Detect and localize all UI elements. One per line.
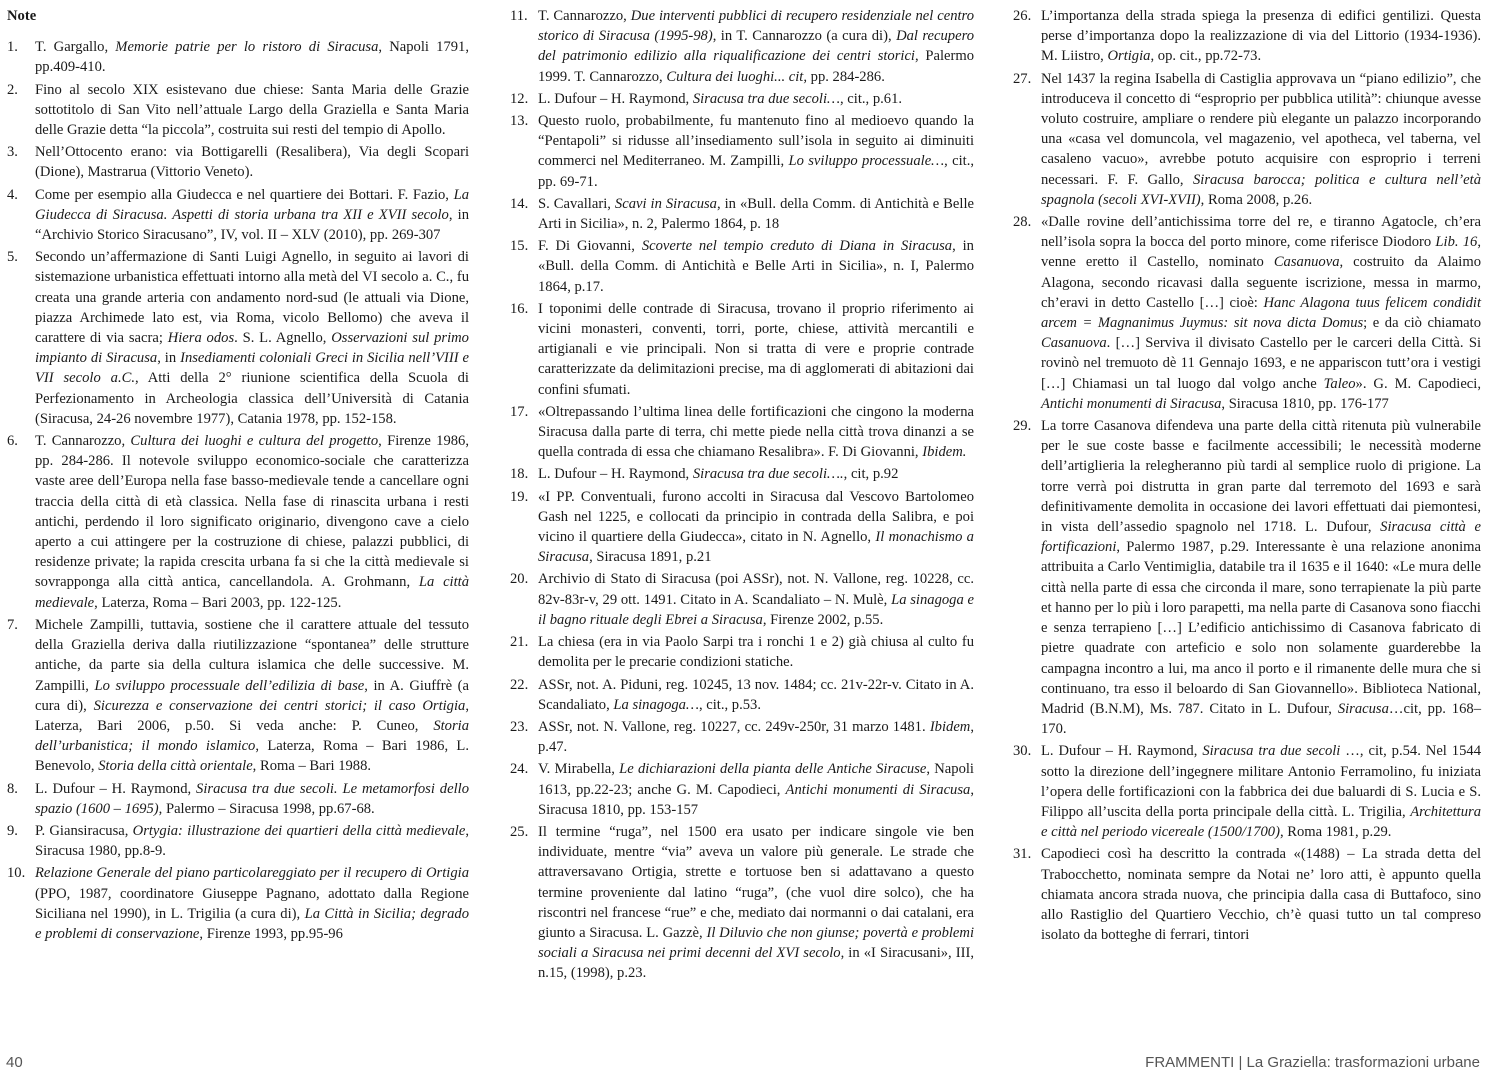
footnote-text: , in A. Giuffrè (a cura di), [35, 677, 469, 714]
footnote-text: , Atti della 2° riunione scientifica della Scuola di Perfezionamento in Archeologia classica dell’Università di Catania (Siracusa, 24-26 novembre 1977), Catania 1978, pp. 152-158. [35, 370, 469, 427]
footnote-number: 9. [7, 822, 18, 839]
footnote-text: . S. L. Agnello, [234, 330, 332, 347]
footnote-1 [7, 37, 469, 77]
footnote-title: Insediamenti coloniali Greci in Sicilia nell’VIII e VII secolo a.C. [35, 350, 470, 387]
footnote-text: , in T. Cannarozzo (a cura di), [712, 28, 897, 45]
footnote-text: La chiesa (era in via Paolo Sarpi tra i ronchi 1 e 2) già chiusa al culto fu demolita per le precarie condizioni statiche. [538, 634, 974, 671]
footnote-text: (PPO, 1987, coordinatore Giuseppe Pagnano, adottato dalla Regione Siciliana nel 1990), in L. Trigilia (a cura di), [35, 885, 469, 922]
footnote-title: Storia della città orientale [98, 758, 253, 775]
footnote-number: 3. [7, 144, 18, 161]
footnote-title: Ortigia [1107, 48, 1151, 65]
footnote-text: «Oltrepassando l’ultima linea delle fortificazioni che cingono la moderna Siracusa dalla parte di terra, chi mette piede nella città trova dinanzi a se quella contrada di essa che chiamano Resalibra». F. Di Giovanni, [538, 403, 974, 461]
footnote-title: Le dichiarazioni della pianta delle Antiche Siracuse [619, 761, 927, 778]
footnote-26 [1013, 6, 1481, 67]
footnote-text: , costruito da Alaimo Alagona, secondo ricavasi dalla seguente iscrizione, messa in marmo, ch’eravi in detto Castello […] cioè: [1041, 254, 1481, 311]
footnote-text: F. Di Giovanni, [538, 238, 642, 255]
footnote-text: , Roma – Bari 1988. [252, 758, 372, 775]
footnote-text: L. Dufour – H. Raymond, [538, 90, 693, 107]
footnote-number: 6. [7, 433, 18, 450]
footnote-text: . […] Serviva il divisato Castello per le carceri della Città. Si rovinò nel tremuoto dè 11 Gennajo 1693, e ne appariscon tutt’ora i vestigi […] Chiamasi un tal luogo dal volgo anche [1041, 335, 1481, 392]
footnote-number: 18. [510, 466, 529, 483]
footnote-text: , cit., p.61. [840, 90, 903, 107]
footnote-title: La città medievale [35, 574, 470, 611]
footnote-text: L’importanza della strada spiega la presenza di edifici gentilizi. Questa perse d’importanza dopo la realizzazione di via del Littorio (1934-1936). M. Liistro, [1041, 8, 1481, 65]
footnote-number: 12. [510, 90, 529, 107]
footnote-8 [7, 779, 469, 819]
footnote-number: 16. [510, 300, 529, 317]
footnote-5 [7, 247, 469, 429]
footnote-number: 30. [1013, 743, 1032, 760]
footnote-number: 5. [7, 249, 18, 266]
footnote-text: Capodieci così ha descritto la contrada «(1488) – La strada detta del Trabocchetto, nominata sempre da Notai ne’ loro atti, è appunto quella chiamata ancora strada nuova, che principia dalla casa di Buttafoco, sino allo Rastiglio del Quartiero Vecchio, ch’è quasi tutto un tal compreso isolato da botteghe di ferrari, tintori [1041, 846, 1481, 944]
footnote-number: 10. [7, 865, 26, 882]
footnote-text: V. Mirabella, [538, 761, 620, 778]
footnote-number: 26. [1013, 8, 1032, 24]
footnote-number: 22. [510, 676, 529, 693]
footnote-title: Casanuova [1041, 335, 1107, 352]
footnote-6 [7, 431, 469, 613]
footnote-text: , in «Bull. della Comm. di Antichità e Belle Arti in Sicilia», n. I, Palermo 1864, p.17. [538, 238, 974, 295]
footnote-title: Scoverte nel tempio creduto di Diana in Siracusa [641, 238, 953, 255]
footnote-number: 4. [7, 186, 18, 203]
footnote-27 [1013, 69, 1481, 210]
footnote-number: 8. [7, 780, 18, 797]
footnote-text: , cit., p.53. [698, 696, 761, 713]
footnote-title: Siracusa città e fortificazioni [1041, 519, 1481, 556]
footnote-text: Secondo un’affermazione di Santi Luigi Agnello, in seguito ai lavori di sistemazione urbanistica effettuati intorno alla metà del VI secolo a. C., fu creata una grande arteria con andamento nord-sud (le attuali via Dione, piazza Archimede lato est, via Roma, vicolo Bellomo) che aveva il carattere di via sacra; [35, 249, 469, 347]
footnote-title: Ibidem. [922, 444, 967, 461]
footnote-number: 14. [510, 195, 529, 212]
footnote-text: ». G. M. Capodieci, [1355, 375, 1481, 392]
notes-column-1 [7, 6, 469, 944]
footnote-text: , Napoli 1791, pp.409-410. [35, 39, 469, 76]
footnote-13 [510, 111, 974, 192]
notes-column-3 [1013, 6, 1481, 945]
footnote-text: P. Giansiracusa, [35, 822, 133, 839]
notes-column-2 [510, 6, 974, 984]
footnote-17 [510, 402, 974, 463]
footnote-title: Taleo [1323, 375, 1356, 392]
footnote-text: , Siracusa 1891, p.21 [589, 549, 712, 566]
footnote-text: ASSr, not. N. Vallone, reg. 10227, cc. 249v-250r, 31 marzo 1481. [538, 718, 930, 735]
footnote-text: Archivio di Stato di Siracusa (poi ASSr), not. N. Vallone, reg. 10228, cc. 82v-83r-v, 29 ott. 1491. Citato in A. Scandaliato – N. Mulè, [538, 571, 974, 608]
footnote-text: , in “Archivio Storico Siracusano”, IV, vol. II – XLV (2010), pp. 269-307 [35, 206, 469, 244]
footnote-title: Il Diluvio che non giunse; povertà e problemi sociali a Siracusa nei primi decenni del XVI secolo [538, 924, 974, 962]
footnote-text: , Palermo 1999. T. Cannarozzo, [538, 48, 975, 85]
footnote-title: Lo sviluppo processuale… [788, 153, 945, 170]
footnote-number: 15. [510, 238, 529, 255]
footnote-title: La Città in Sicilia; degrado e problemi di conservazione [35, 905, 470, 942]
footnote-21 [510, 632, 974, 672]
footnote-title: Scavi in Siracusa [614, 195, 717, 212]
footnote-number: 17. [510, 403, 529, 420]
footnote-text: T. Cannarozzo, [538, 8, 631, 24]
footnote-text: , cit, p.92 [843, 466, 899, 483]
footnote-text: , Laterza, Roma – Bari 1986, L. Benevolo, [35, 738, 469, 775]
footnote-title: Siracusa [1337, 700, 1389, 717]
footnote-title: Hanc Alagona tuus felicem condidit arcem = Magnanimus Juymus: sit nova dicta Domus [1041, 294, 1482, 332]
footnote-title: Ortygia: illustrazione dei quartieri della città medievale [132, 822, 466, 839]
footnote-title: Architettura e città nel periodo vicereale (1500/1700) [1041, 803, 1481, 841]
footnote-title: Siracusa tra due secoli… [692, 90, 840, 107]
footnote-number: 24. [510, 761, 529, 778]
footnote-text: , Siracusa 1810, pp. 176-177 [1221, 395, 1389, 412]
footnote-number: 21. [510, 634, 529, 651]
footnote-title: Siracusa tra due secoli [1202, 743, 1341, 760]
footnote-title: Antichi monumenti di Siracusa [1041, 395, 1222, 412]
footnote-number: 28. [1013, 214, 1032, 231]
footnote-text: , op. cit., pp.72-73. [1150, 48, 1262, 65]
footnote-text: Nel 1437 la regina Isabella di Castiglia approvava un “piano edilizio”, che introduceva il concetto di “esproprio per pubblica utilità”: chiunque avesse voluto costruire, ampliare o rendere più elegante un palazzo incorporando una «casa vel domuncola, vel magazenio, vel apotheca, vel taberna, vel casaleno vacuo», avrebbe potuto acquisire con esproprio i terreni necessari. F. F. Gallo, [1041, 70, 1481, 188]
footnote-text: Come per esempio alla Giudecca e nel quartiere dei Bottari. F. Fazio, [35, 186, 454, 203]
page-number: 40 [6, 1054, 23, 1071]
footnote-text: , venne eretto il Castello, nominato [1041, 234, 1481, 271]
footnote-text: , Palermo – Siracusa 1998, pp.67-68. [158, 800, 375, 817]
footnote-title: Siracusa tra due secoli. Le metamorfosi dello spazio (1600 – 1695) [35, 780, 469, 817]
footnote-text: «Dalle rovine dell’antichissima torre del re, e tiranno Agatocle, ch’era nell’isola sopra la bocca del porto minore, come riferisce Diodoro [1041, 214, 1481, 251]
footnote-number: 20. [510, 571, 529, 588]
footnote-text: , in «I Siracusani», III, n.15, (1998), p.23. [538, 945, 975, 982]
footnote-text: pp. 284-286. [807, 68, 885, 85]
footnote-number: 23. [510, 718, 529, 735]
footnote-number: 31. [1013, 846, 1032, 863]
footnote-text: Il termine “ruga”, nel 1500 era usato per indicare singole vie ben individuate, mentre “via” aveva un valore più generale. Le strade che attraversavano Ortigia, strette e tortuose ben si adattavano a questo termine proveniente dal latino “ruga”, (che vuol dire solco), che ha riscontri nel francese “rue” e che, mediato dai normanni o dai catalani, era giunto a Siracusa. L. Gazzè, [538, 823, 974, 941]
footnote-28 [1013, 212, 1481, 414]
footnote-text: , Siracusa 1810, pp. 153-157 [538, 781, 974, 818]
footnote-3 [7, 142, 469, 182]
footnote-text: T. Gargallo, [35, 39, 116, 56]
footnote-number: 2. [7, 81, 18, 98]
footnote-text: Nell’Ottocento erano: via Bottigarelli (Resalibera), Via degli Scopari (Dione), Mastrarua (Vittorio Veneto). [35, 144, 469, 181]
footnote-title: Siracusa tra due secoli…. [692, 466, 844, 483]
footnote-number: 25. [510, 823, 529, 840]
footnote-2 [7, 80, 469, 141]
footnote-text: , Napoli 1613, pp.22-23; anche G. M. Capodieci, [538, 761, 974, 798]
footnote-text: Questo ruolo, probabilmente, fu mantenuto fino al medioevo quando la “Pentapoli” si ridusse all’insediamento sull’isola in seguito ai diminuiti commerci nel Mediterraneo. M. Zampilli, [538, 113, 974, 170]
footnote-4 [7, 185, 469, 246]
footnote-23 [510, 717, 974, 757]
footnote-text: …cit, pp. 168–170. [1041, 700, 1481, 738]
footnote-title: Cultura dei luoghi e cultura del progetto [130, 433, 379, 450]
footnote-title: Memorie patrie per lo ristoro di Siracusa [115, 39, 379, 56]
footnote-number: 11. [510, 8, 528, 24]
footnote-30 [1013, 741, 1481, 842]
footnote-number: 27. [1013, 70, 1032, 87]
footnote-25 [510, 822, 974, 984]
footnote-number: 13. [510, 113, 529, 130]
footnote-title: Antichi monumenti di Siracusa [785, 781, 971, 798]
footnote-text: , Palermo 1987, p.29. Interessante è una relazione anonima attribuita a Carlo Ventimiglia, databile tra il 1635 e il 1640: «Le mura delle città nella parte di essa che circonda il mare, sono terrapienate la più parte et hanno per lo più i loro parapetti, ma nella parte di Casanova sono fiacchi e senza terrapieno […] L’edificio antichissimo di Casanova fabricato di pietre quadrate con arteficio e solo non solamente guarderebbe la campagna incontro a lui, ma anco il porto e il rimanente delle mura che si continuano, tra esso il beloardo di San Giovannello». Biblioteca National, Madrid (B.N.M), Ms. 787. Citato in L. Dufour, [1041, 539, 1481, 717]
footnote-19 [510, 487, 974, 568]
footnote-title: Hiera odos [167, 330, 235, 347]
footnote-title: La sinagoga… [613, 696, 699, 713]
footnote-text: «I PP. Conventuali, furono accolti in Siracusa dal Vescovo Bartolomeo Gash nel 1225, e collocati da principio in contrada della Salibra, e poi vicino il quartiere della Giudecca», citato in N. Agnello, [538, 488, 974, 546]
footnote-number: 7. [7, 616, 18, 633]
footnote-7 [7, 615, 469, 777]
footnote-title: Casanuova [1273, 254, 1340, 271]
footnote-title: Storia dell’urbanistica; il mondo islamico [35, 717, 469, 755]
footnote-title: Lo sviluppo processuale dell’edilizia di base [94, 677, 365, 694]
footnote-text: , Roma 1981, p.29. [1279, 824, 1392, 841]
footnote-22 [510, 675, 974, 715]
footnote-15 [510, 236, 974, 297]
notes-heading: Note [7, 8, 37, 24]
footnote-11 [510, 6, 974, 87]
footnote-title: Due interventi pubblici di recupero residenziale nel centro storico di Siracusa (1995-98) [538, 8, 974, 45]
footnote-text: L. Dufour – H. Raymond, [1041, 743, 1203, 760]
footnote-text: , p.47. [538, 718, 974, 756]
footnote-title: La Giudecca di Siracusa. Aspetti di storia urbana tra XII e XVII secolo [35, 186, 469, 223]
footnote-text: , Laterza, Roma – Bari 2003, pp. 122-125. [94, 594, 342, 611]
footnote-14 [510, 194, 974, 234]
footnote-title: Siracusa barocca; politica e cultura nell’età spagnola (secoli XVI-XVII) [1041, 171, 1481, 208]
footnote-text: ASSr, not. A. Piduni, reg. 10245, 13 nov. 1484; cc. 21v-22r-v. Citato in A. Scandaliato, [538, 676, 974, 713]
footnote-title: Osservazioni sul primo impianto di Siracusa [35, 330, 469, 367]
footnote-text: , Firenze 1993, pp.95-96 [199, 925, 343, 942]
footnote-text: I toponimi delle contrade di Siracusa, trovano il proprio riferimento ai vicini monasteri, conventi, torri, porte, chiese, attività mercantili e artigianali e vie principali. Non si tratta di vere e proprie contrade caratterizzate da delimitazioni precise, ma di agglomerati di abitazioni dai confini sfumati. [538, 300, 974, 398]
footnote-text: Fino al secolo XIX esistevano due chiese: Santa Maria delle Grazie sottotitolo di San Vito nell’attuale Largo della Graziella e Santa Maria delle Grazie detta “la piccola”, costruita sui resti del tempio di Apollo. [35, 81, 469, 139]
footnote-text: La torre Casanova difendeva una parte della città ritenuta più vulnerabile per le sue coste basse e facilmente accessibili; le necessità moderne dell’artiglieria la relegheranno più tardi al semplice ruolo di prigione. La torre verrà poi distrutta in gran parte dal terremoto del 1693 e sarà definitivamente demolita in occasione dei lavori effettuati dai piemontesi, in vista dell’assedio spagnolo nel 1718. L. Dufour, [1041, 418, 1481, 536]
footnote-title: Dal recupero del patrimonio edilizio alla riqualificazione dei centri storici [538, 28, 975, 65]
footnote-number: 29. [1013, 418, 1032, 435]
footnote-9 [7, 821, 469, 861]
footnote-text: , Firenze 1986, pp. 284-286. Il notevole sviluppo economico-sociale che caratterizza vaste aree dell’Europa nella fase basso-medievale tende a cancellare ogni traccia della città di età classica. Nella fase di rinascita urbana i resti antichi, perdendo il loro significato originario, divengono cave a cielo aperto a cui attingere per la costruzione di chiese, palazzi pubblici, di residenze private; la rapida crescita urbana fa si che la città medievale si sovrapponga alla città antica, cancellandola. A. Grohmann, [35, 433, 469, 591]
footnote-text: Michele Zampilli, tuttavia, sostiene che il carattere attuale del tessuto della Graziella deriva dalla riutilizzazione “spontanea” delle strutture antiche, da parte sia della cultura islamica che delle successive. M. Zampilli, [35, 616, 469, 694]
footnote-31 [1013, 844, 1481, 945]
footnote-title: Ibidem [929, 718, 971, 735]
footnote-title: La sinagoga e il bagno rituale degli Ebrei a Siracusa [538, 591, 975, 628]
footnote-text: T. Cannarozzo, [35, 433, 131, 450]
footnote-text: , Firenze 2002, p.55. [762, 611, 884, 628]
footnote-text: , in «Bull. della Comm. di Antichità e Belle Arti in Sicilia», n. 2, Palermo 1864, p. 18 [538, 195, 974, 233]
footnote-title: Cultura dei luoghi... cit, [666, 68, 808, 85]
footnote-title: Il monachismo a Siracusa [538, 529, 974, 566]
footnote-text: , cit., pp. 69-71. [538, 153, 974, 190]
footnote-text: L. Dufour – H. Raymond, [35, 780, 197, 797]
footnote-text: , Roma 2008, p.26. [1200, 191, 1313, 208]
footnote-24 [510, 759, 974, 820]
footnote-text: , Laterza, Bari 2006, p.50. Si veda anche: P. Cuneo, [35, 697, 469, 734]
footnote-16 [510, 299, 974, 400]
footnote-text: S. Cavallari, [538, 195, 615, 212]
footnote-title: Lib. 16 [1435, 234, 1478, 251]
footnote-12 [510, 89, 974, 109]
footnote-text: L. Dufour – H. Raymond, [538, 466, 693, 483]
footnote-29 [1013, 416, 1481, 739]
footnote-18 [510, 464, 974, 484]
footnote-text: ; e da ciò chiamato [1363, 315, 1482, 332]
footnote-title: Sicurezza e conservazione dei centri storici; il caso Ortigia [93, 697, 466, 714]
footnote-10 [7, 863, 469, 944]
footnote-text: , in [157, 350, 181, 367]
footnote-20 [510, 569, 974, 630]
footnote-title: Relazione Generale del piano particolareggiato per il recupero di Ortigia [35, 865, 469, 882]
footnote-number: 1. [7, 39, 18, 56]
footnote-text: …, cit, p.54. Nel 1544 sotto la direzione dell’ingegnere militare Antonio Ferramolino, fu iniziata l’opera delle fortificazioni con la fabbrica dei due baluardi di S. Lucia e S. Filippo all’uscita della porta principale della città. L. Trigilia, [1041, 743, 1481, 820]
footnote-text: , Siracusa 1980, pp.8-9. [35, 822, 469, 860]
footnote-number: 19. [510, 488, 529, 505]
running-title: FRAMMENTI | La Graziella: trasformazioni urbane [1145, 1054, 1480, 1071]
